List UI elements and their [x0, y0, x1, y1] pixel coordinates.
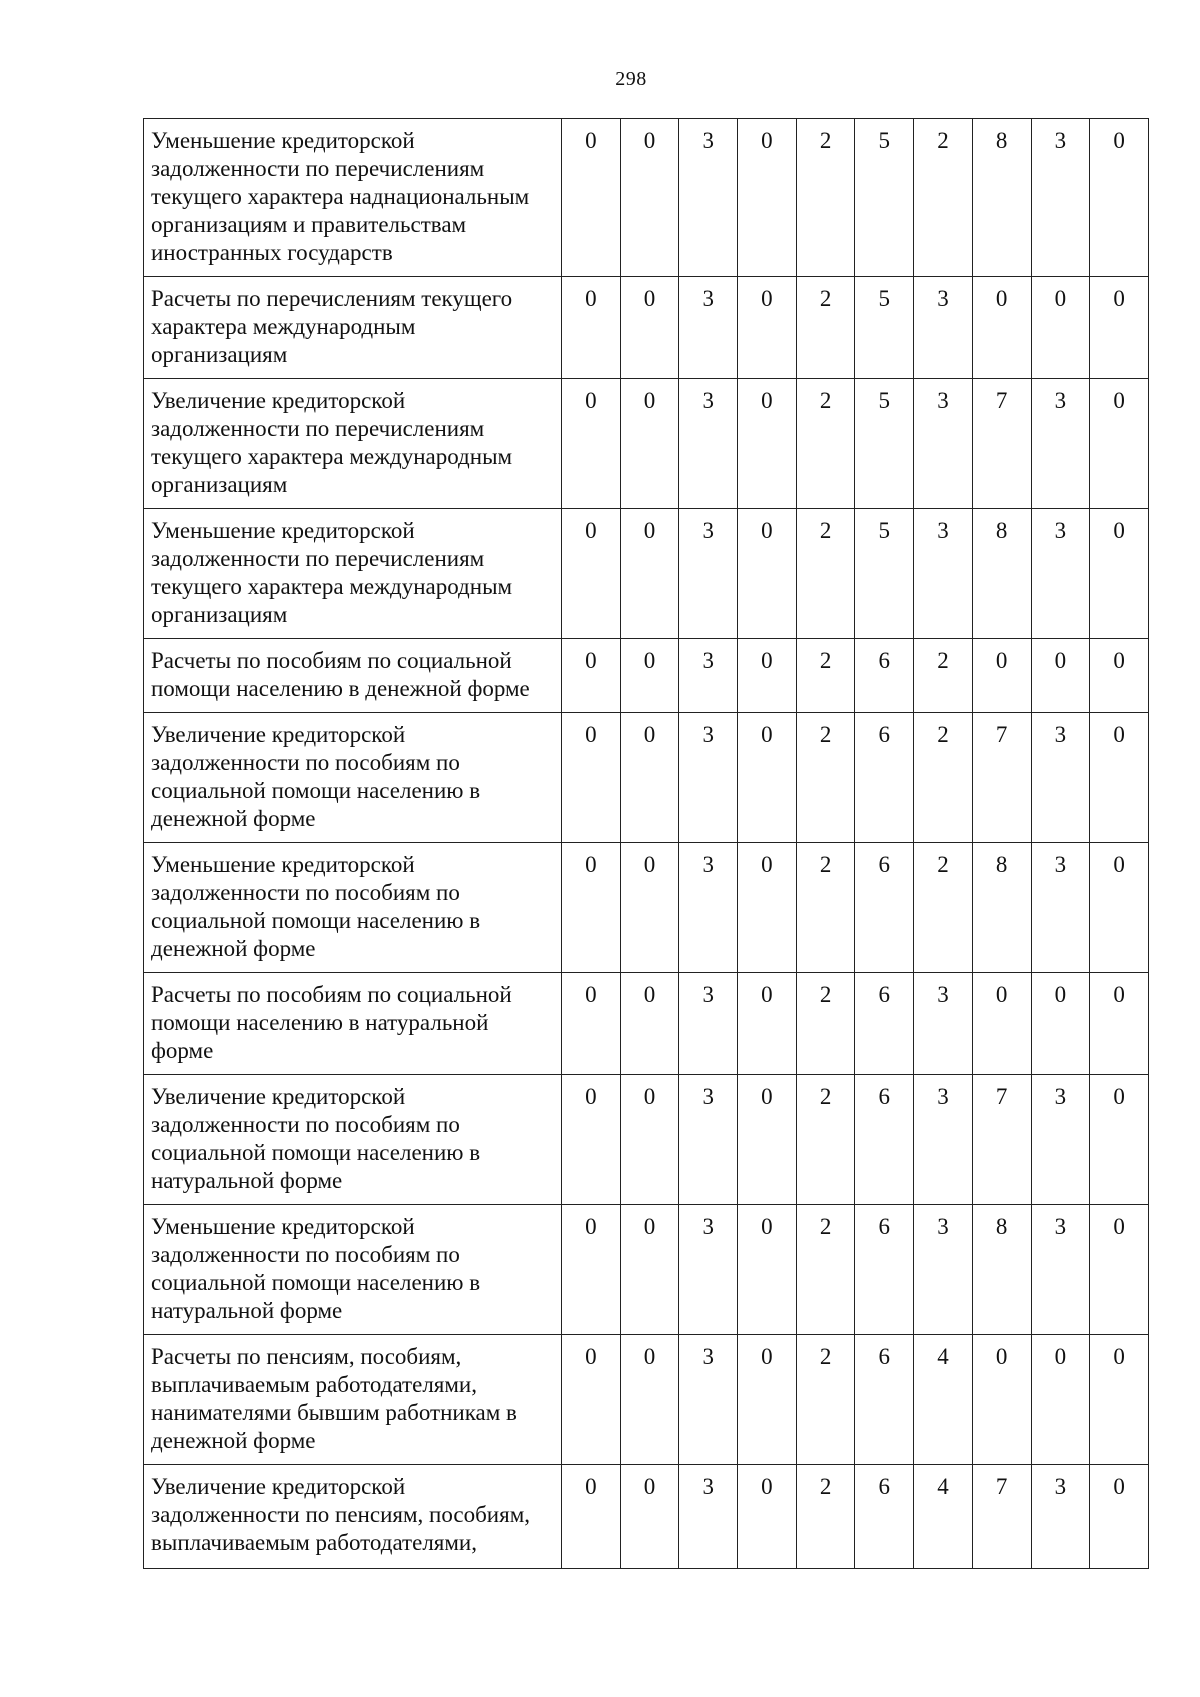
code-digit: 0 — [1090, 843, 1149, 973]
code-digit: 3 — [1031, 843, 1090, 973]
code-digit: 2 — [796, 119, 855, 277]
code-digit: 3 — [679, 843, 738, 973]
code-digit: 0 — [620, 277, 679, 379]
code-digit: 0 — [1090, 1075, 1149, 1205]
code-digit: 0 — [562, 713, 621, 843]
code-digit: 3 — [914, 1075, 973, 1205]
code-digit: 0 — [738, 119, 797, 277]
code-digit: 0 — [1090, 119, 1149, 277]
code-digit: 0 — [1090, 277, 1149, 379]
code-digit: 6 — [855, 843, 914, 973]
code-digit: 0 — [972, 277, 1031, 379]
code-digit: 0 — [1031, 973, 1090, 1075]
code-digit: 0 — [738, 713, 797, 843]
code-digit: 3 — [679, 509, 738, 639]
code-digit: 0 — [562, 843, 621, 973]
code-digit: 3 — [914, 277, 973, 379]
row-description: Расчеты по пенсиям, пособиям, выплачиваемым работодателями, нанимателями бывшим работникам в денежной форме — [144, 1335, 562, 1465]
code-digit: 6 — [855, 1335, 914, 1465]
row-description: Увеличение кредиторской задолженности по пособиям по социальной помощи населению в денежной форме — [144, 713, 562, 843]
code-digit: 0 — [562, 119, 621, 277]
code-digit: 3 — [1031, 1465, 1090, 1569]
code-digit: 6 — [855, 639, 914, 713]
code-digit: 0 — [1031, 277, 1090, 379]
code-digit: 0 — [620, 509, 679, 639]
account-codes-table-body — [144, 119, 1149, 1569]
code-digit: 3 — [679, 1465, 738, 1569]
code-digit: 6 — [855, 1075, 914, 1205]
row-description: Уменьшение кредиторской задолженности по пособиям по социальной помощи населению в денежной форме — [144, 843, 562, 973]
code-digit: 0 — [738, 843, 797, 973]
code-digit: 0 — [562, 1335, 621, 1465]
code-digit: 0 — [562, 379, 621, 509]
code-digit: 3 — [1031, 509, 1090, 639]
table-row — [144, 277, 1149, 379]
code-digit: 0 — [562, 1205, 621, 1335]
code-digit: 3 — [1031, 379, 1090, 509]
table-row — [144, 973, 1149, 1075]
code-digit: 0 — [1031, 1335, 1090, 1465]
code-digit: 0 — [562, 1465, 621, 1569]
code-digit: 0 — [620, 713, 679, 843]
code-digit: 0 — [620, 379, 679, 509]
code-digit: 6 — [855, 1205, 914, 1335]
row-description: Уменьшение кредиторской задолженности по пособиям по социальной помощи населению в натуральной форме — [144, 1205, 562, 1335]
code-digit: 0 — [562, 277, 621, 379]
code-digit: 0 — [738, 509, 797, 639]
code-digit: 7 — [972, 379, 1031, 509]
table-row — [144, 1075, 1149, 1205]
code-digit: 3 — [914, 973, 973, 1075]
table-row — [144, 1465, 1149, 1569]
code-digit: 4 — [914, 1465, 973, 1569]
row-description: Уменьшение кредиторской задолженности по перечислениям текущего характера наднациональным организациям и правительствам иностранных государств — [144, 119, 562, 277]
code-digit: 3 — [679, 379, 738, 509]
code-digit: 0 — [1031, 639, 1090, 713]
code-digit: 0 — [738, 1075, 797, 1205]
row-description: Увеличение кредиторской задолженности по пенсиям, пособиям, выплачиваемым работодателями, — [144, 1465, 562, 1569]
code-digit: 2 — [914, 119, 973, 277]
code-digit: 0 — [1090, 973, 1149, 1075]
code-digit: 6 — [855, 1465, 914, 1569]
code-digit: 2 — [796, 379, 855, 509]
code-digit: 3 — [1031, 1075, 1090, 1205]
code-digit: 5 — [855, 277, 914, 379]
code-digit: 0 — [738, 639, 797, 713]
code-digit: 0 — [620, 843, 679, 973]
code-digit: 0 — [738, 1335, 797, 1465]
code-digit: 3 — [679, 1205, 738, 1335]
code-digit: 0 — [738, 1205, 797, 1335]
code-digit: 8 — [972, 509, 1031, 639]
code-digit: 7 — [972, 713, 1031, 843]
row-description: Увеличение кредиторской задолженности по пособиям по социальной помощи населению в натуральной форме — [144, 1075, 562, 1205]
code-digit: 3 — [679, 639, 738, 713]
table-row — [144, 843, 1149, 973]
table-row — [144, 509, 1149, 639]
code-digit: 2 — [796, 1075, 855, 1205]
code-digit: 8 — [972, 1205, 1031, 1335]
code-digit: 3 — [914, 509, 973, 639]
code-digit: 3 — [679, 713, 738, 843]
code-digit: 6 — [855, 713, 914, 843]
code-digit: 8 — [972, 843, 1031, 973]
code-digit: 0 — [1090, 713, 1149, 843]
code-digit: 8 — [972, 119, 1031, 277]
code-digit: 0 — [972, 639, 1031, 713]
row-description: Уменьшение кредиторской задолженности по перечислениям текущего характера международным организациям — [144, 509, 562, 639]
code-digit: 0 — [1090, 1335, 1149, 1465]
code-digit: 2 — [796, 843, 855, 973]
code-digit: 3 — [1031, 119, 1090, 277]
code-digit: 7 — [972, 1465, 1031, 1569]
table-row — [144, 119, 1149, 277]
row-description: Расчеты по пособиям по социальной помощи населению в денежной форме — [144, 639, 562, 713]
row-description: Расчеты по перечислениям текущего характера международным организациям — [144, 277, 562, 379]
row-description: Расчеты по пособиям по социальной помощи населению в натуральной форме — [144, 973, 562, 1075]
code-digit: 2 — [796, 277, 855, 379]
code-digit: 0 — [620, 1465, 679, 1569]
code-digit: 0 — [1090, 509, 1149, 639]
code-digit: 0 — [738, 277, 797, 379]
code-digit: 0 — [1090, 1205, 1149, 1335]
page-number: 298 — [615, 68, 647, 90]
code-digit: 2 — [914, 639, 973, 713]
table-row — [144, 639, 1149, 713]
table-row — [144, 1205, 1149, 1335]
code-digit: 0 — [562, 973, 621, 1075]
code-digit: 0 — [562, 1075, 621, 1205]
code-digit: 3 — [914, 379, 973, 509]
row-description: Увеличение кредиторской задолженности по перечислениям текущего характера международным организациям — [144, 379, 562, 509]
code-digit: 5 — [855, 509, 914, 639]
code-digit: 3 — [679, 1335, 738, 1465]
table-row — [144, 713, 1149, 843]
code-digit: 5 — [855, 379, 914, 509]
code-digit: 0 — [620, 1075, 679, 1205]
code-digit: 2 — [914, 713, 973, 843]
table-row — [144, 379, 1149, 509]
code-digit: 0 — [1090, 1465, 1149, 1569]
code-digit: 3 — [1031, 1205, 1090, 1335]
code-digit: 3 — [679, 277, 738, 379]
code-digit: 2 — [796, 1465, 855, 1569]
account-codes-table — [143, 118, 1149, 1569]
code-digit: 3 — [914, 1205, 973, 1335]
code-digit: 0 — [620, 973, 679, 1075]
code-digit: 2 — [796, 1335, 855, 1465]
code-digit: 0 — [738, 1465, 797, 1569]
code-digit: 0 — [738, 973, 797, 1075]
code-digit: 2 — [796, 509, 855, 639]
code-digit: 3 — [679, 119, 738, 277]
code-digit: 2 — [796, 1205, 855, 1335]
code-digit: 0 — [972, 973, 1031, 1075]
code-digit: 2 — [796, 713, 855, 843]
code-digit: 5 — [855, 119, 914, 277]
code-digit: 0 — [620, 1205, 679, 1335]
code-digit: 2 — [796, 639, 855, 713]
code-digit: 4 — [914, 1335, 973, 1465]
code-digit: 2 — [796, 973, 855, 1075]
code-digit: 0 — [972, 1335, 1031, 1465]
code-digit: 3 — [679, 973, 738, 1075]
code-digit: 3 — [1031, 713, 1090, 843]
code-digit: 0 — [1090, 379, 1149, 509]
table-row — [144, 1335, 1149, 1465]
code-digit: 0 — [562, 639, 621, 713]
code-digit: 6 — [855, 973, 914, 1075]
code-digit: 0 — [620, 639, 679, 713]
code-digit: 0 — [562, 509, 621, 639]
code-digit: 0 — [620, 119, 679, 277]
code-digit: 2 — [914, 843, 973, 973]
code-digit: 3 — [679, 1075, 738, 1205]
code-digit: 7 — [972, 1075, 1031, 1205]
code-digit: 0 — [620, 1335, 679, 1465]
code-digit: 0 — [738, 379, 797, 509]
code-digit: 0 — [1090, 639, 1149, 713]
